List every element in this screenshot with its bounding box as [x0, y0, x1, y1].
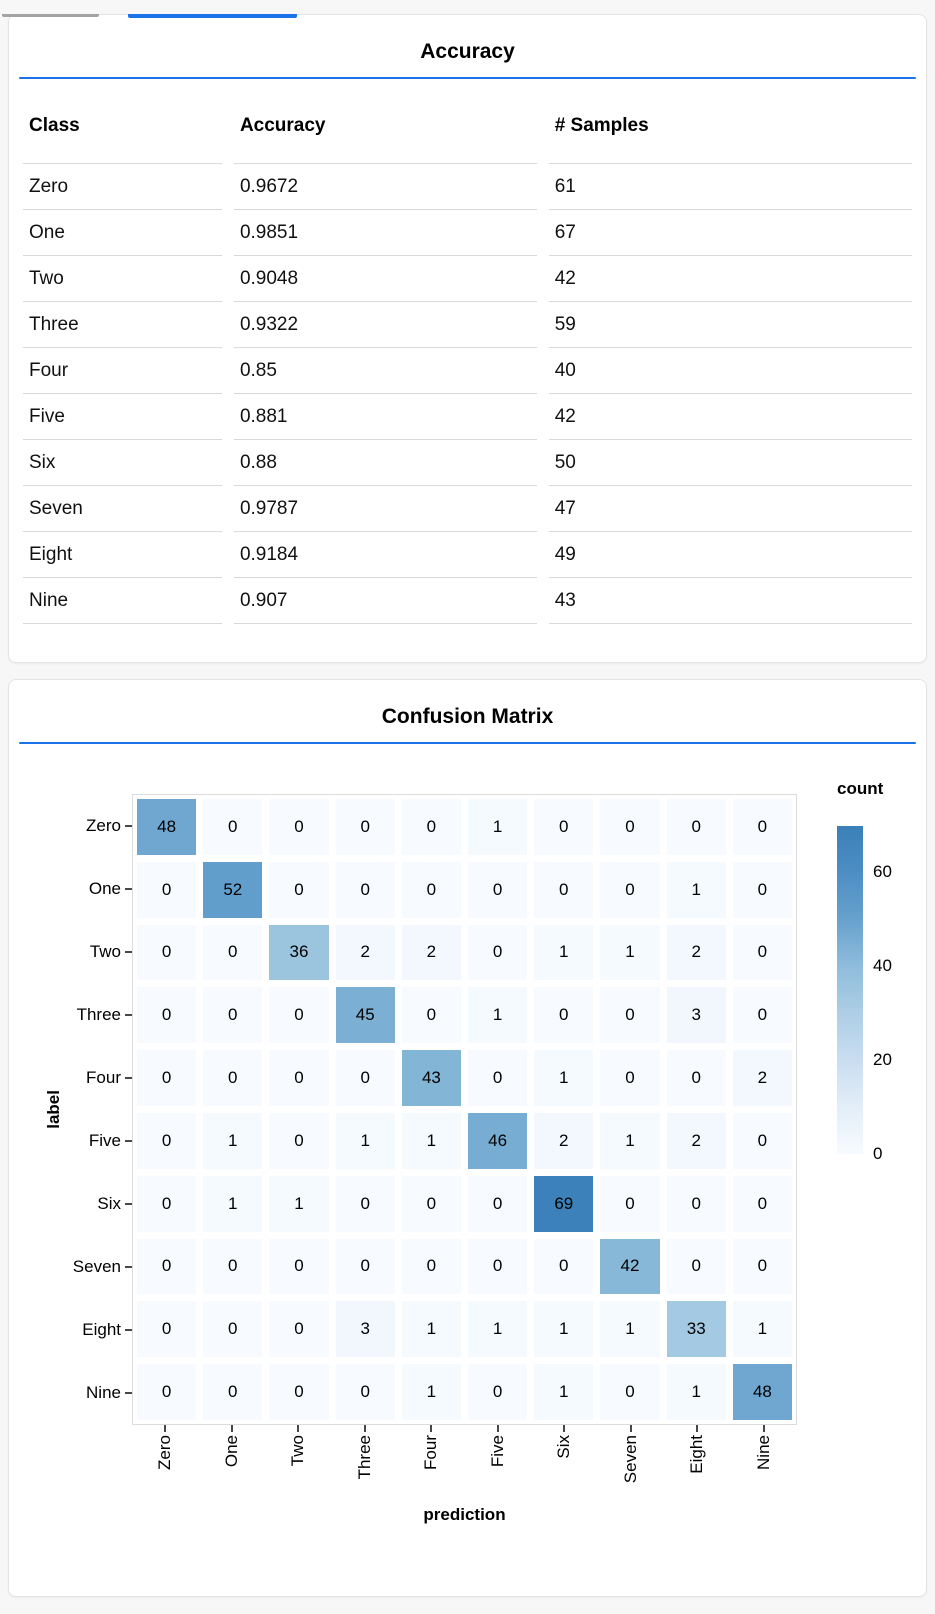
matrix-cell[interactable]: 0: [336, 862, 395, 918]
matrix-cell[interactable]: 0: [402, 987, 461, 1043]
matrix-cell[interactable]: 0: [600, 987, 659, 1043]
table-cell: 0.9851: [234, 209, 537, 255]
table-cell: 0.881: [234, 393, 537, 439]
y-axis-tick: [125, 1329, 132, 1331]
matrix-cell[interactable]: 0: [137, 862, 196, 918]
y-axis-tick-label: Nine: [64, 1362, 132, 1425]
table-row: [23, 163, 912, 209]
matrix-cell[interactable]: 0: [534, 799, 593, 855]
matrix-cell[interactable]: 0: [269, 1113, 328, 1169]
top-tab-indicator-blue[interactable]: [128, 14, 297, 18]
matrix-cell[interactable]: 1: [336, 1113, 395, 1169]
x-axis-ticks: [132, 1425, 797, 1433]
matrix-cell[interactable]: 2: [667, 1113, 726, 1169]
matrix-cell[interactable]: 0: [600, 799, 659, 855]
matrix-cell[interactable]: 0: [667, 799, 726, 855]
matrix-cell[interactable]: 1: [269, 1176, 328, 1232]
matrix-cell[interactable]: 46: [468, 1113, 527, 1169]
matrix-cell[interactable]: 48: [733, 1364, 792, 1420]
matrix-cell[interactable]: 0: [269, 1364, 328, 1420]
matrix-cell[interactable]: 0: [203, 1301, 262, 1357]
table-cell: Five: [23, 393, 222, 439]
table-cell: Zero: [23, 163, 222, 209]
x-axis-tick-label: Nine: [753, 1435, 773, 1470]
matrix-cell[interactable]: 3: [667, 987, 726, 1043]
matrix-cell[interactable]: 3: [336, 1301, 395, 1357]
matrix-cell[interactable]: 0: [203, 1364, 262, 1420]
x-axis-tick-label: Two: [288, 1435, 308, 1467]
table-row: [23, 347, 912, 393]
matrix-cell[interactable]: 36: [269, 925, 328, 981]
matrix-cell[interactable]: 1: [468, 799, 527, 855]
x-axis-tick: [430, 1425, 432, 1432]
matrix-cell[interactable]: 0: [667, 1050, 726, 1106]
matrix-cell[interactable]: 2: [534, 1113, 593, 1169]
y-axis-tick: [125, 1266, 132, 1268]
matrix-cell[interactable]: 0: [468, 1364, 527, 1420]
matrix-cell[interactable]: 0: [402, 1239, 461, 1295]
matrix-cell[interactable]: 0: [203, 925, 262, 981]
matrix-cell[interactable]: 0: [733, 1239, 792, 1295]
matrix-cell[interactable]: 1: [468, 987, 527, 1043]
table-cell: Four: [23, 347, 222, 393]
table-cell: 50: [549, 439, 912, 485]
matrix-cell[interactable]: 1: [402, 1301, 461, 1357]
matrix-cell[interactable]: 2: [733, 1050, 792, 1106]
plot-area-wrap: [132, 794, 797, 1525]
matrix-cell[interactable]: 0: [269, 1050, 328, 1106]
matrix-cell[interactable]: 0: [733, 1176, 792, 1232]
table-row: [23, 439, 912, 485]
matrix-cell[interactable]: 0: [534, 987, 593, 1043]
matrix-cell[interactable]: 1: [203, 1113, 262, 1169]
table-cell: 59: [549, 301, 912, 347]
legend-tick-label: 0: [873, 1144, 883, 1163]
confusion-card-title: Confusion Matrix: [381, 705, 554, 728]
table-cell: 0.9672: [234, 163, 537, 209]
matrix-cell[interactable]: 0: [600, 862, 659, 918]
matrix-cell[interactable]: 0: [269, 1301, 328, 1357]
confusion-matrix-chart: [9, 779, 926, 1525]
y-axis-tick-label: One: [64, 857, 132, 920]
legend-title: count: [837, 779, 884, 798]
matrix-cell[interactable]: 52: [203, 862, 262, 918]
legend-gradient-bar: [837, 826, 863, 1154]
matrix-cell[interactable]: 0: [733, 925, 792, 981]
x-axis-tick: [630, 1425, 632, 1432]
matrix-cell[interactable]: 0: [137, 1364, 196, 1420]
table-column-header: # Samples: [554, 115, 649, 136]
table-row: [23, 577, 912, 624]
table-cell: 42: [549, 393, 912, 439]
y-axis-tick-label: Eight: [64, 1299, 132, 1362]
x-axis-tick: [763, 1425, 765, 1432]
matrix-cell[interactable]: 0: [269, 1239, 328, 1295]
legend-tick-label: 40: [873, 956, 892, 975]
matrix-cell[interactable]: 0: [667, 1176, 726, 1232]
y-axis-tick: [125, 1014, 132, 1016]
matrix-cell[interactable]: 0: [468, 925, 527, 981]
y-axis-tick-label: Zero: [64, 794, 132, 857]
y-axis-tick: [125, 888, 132, 890]
table-cell: 0.907: [234, 577, 537, 624]
matrix-cell[interactable]: 0: [336, 1176, 395, 1232]
matrix-cell[interactable]: 0: [600, 1364, 659, 1420]
y-axis-tick-label: Four: [64, 1046, 132, 1109]
table-row: [23, 255, 912, 301]
matrix-cell[interactable]: 0: [203, 799, 262, 855]
table-cell: Eight: [23, 531, 222, 577]
accuracy-card: [8, 14, 927, 663]
table-cell: 0.85: [234, 347, 537, 393]
accuracy-title-underline: [19, 77, 916, 79]
matrix-cell[interactable]: 1: [600, 1301, 659, 1357]
table-cell: 61: [549, 163, 912, 209]
accuracy-table: [11, 103, 924, 624]
x-axis-tick: [164, 1425, 166, 1432]
matrix-cell[interactable]: 0: [468, 1050, 527, 1106]
x-axis-tick-label: Six: [554, 1435, 574, 1459]
x-axis-tick: [297, 1425, 299, 1432]
table-cell: 0.9048: [234, 255, 537, 301]
table-column-header: Class: [29, 115, 80, 136]
matrix-cell[interactable]: 1: [402, 1364, 461, 1420]
table-row: [23, 485, 912, 531]
x-axis-tick-label: Zero: [155, 1435, 175, 1470]
table-row: [23, 209, 912, 255]
matrix-cell[interactable]: 0: [468, 1239, 527, 1295]
y-axis-tick: [125, 1140, 132, 1142]
accuracy-table-header: [23, 103, 912, 163]
matrix-cell[interactable]: 0: [137, 1239, 196, 1295]
table-cell: Six: [23, 439, 222, 485]
matrix-cell[interactable]: 2: [402, 925, 461, 981]
matrix-cell[interactable]: 1: [468, 1301, 527, 1357]
matrix-cell[interactable]: 0: [336, 799, 395, 855]
matrix-cell[interactable]: 0: [203, 987, 262, 1043]
matrix-cell[interactable]: 0: [137, 1050, 196, 1106]
table-cell: 47: [549, 485, 912, 531]
legend-tick-label: 20: [873, 1050, 892, 1069]
matrix-cell[interactable]: 0: [402, 1176, 461, 1232]
table-cell: One: [23, 209, 222, 255]
matrix-cell[interactable]: 0: [733, 987, 792, 1043]
table-cell: Two: [23, 255, 222, 301]
y-axis-title: label: [43, 1090, 63, 1129]
matrix-cell[interactable]: 33: [667, 1301, 726, 1357]
matrix-cell[interactable]: 0: [137, 987, 196, 1043]
x-axis-tick-label: Five: [487, 1435, 507, 1468]
x-axis-tick-label: One: [221, 1435, 241, 1468]
matrix-cell[interactable]: 1: [534, 1050, 593, 1106]
matrix-cell[interactable]: 0: [137, 925, 196, 981]
table-cell: 42: [549, 255, 912, 301]
x-axis-tick-label: Three: [354, 1435, 374, 1480]
matrix-cell[interactable]: 0: [733, 862, 792, 918]
matrix-cell[interactable]: 0: [203, 1239, 262, 1295]
legend-tick-label: 60: [873, 862, 892, 881]
y-axis-tick: [125, 1077, 132, 1079]
table-row: [23, 301, 912, 347]
table-cell: Seven: [23, 485, 222, 531]
matrix-cell[interactable]: 1: [203, 1176, 262, 1232]
table-row: [23, 393, 912, 439]
legend: [837, 778, 926, 1163]
y-axis-tick: [125, 1392, 132, 1394]
matrix-cell[interactable]: 45: [336, 987, 395, 1043]
matrix-cell[interactable]: 0: [600, 1050, 659, 1106]
matrix-cell[interactable]: 2: [667, 925, 726, 981]
x-axis-title: prediction: [423, 1505, 506, 1524]
matrix-cell[interactable]: 0: [137, 1113, 196, 1169]
matrix-cell[interactable]: 0: [137, 1176, 196, 1232]
x-axis-tick-label: Four: [421, 1435, 441, 1470]
top-tab-indicator-gray[interactable]: [2, 14, 99, 17]
matrix-cell[interactable]: 0: [269, 799, 328, 855]
table-cell: 0.88: [234, 439, 537, 485]
y-axis-title-wrap: [43, 794, 64, 1425]
matrix-cell[interactable]: 69: [534, 1176, 593, 1232]
y-axis-tick-label: Seven: [64, 1236, 132, 1299]
matrix-cell[interactable]: 1: [733, 1301, 792, 1357]
matrix-cell[interactable]: 42: [600, 1239, 659, 1295]
x-axis-tick: [364, 1425, 366, 1432]
table-cell: Three: [23, 301, 222, 347]
matrix-cell[interactable]: 0: [733, 1113, 792, 1169]
matrix-cell[interactable]: 1: [534, 1364, 593, 1420]
table-cell: 0.9322: [234, 301, 537, 347]
matrix-cell[interactable]: 48: [137, 799, 196, 855]
matrix-cell[interactable]: 0: [137, 1301, 196, 1357]
matrix-cell[interactable]: 0: [534, 862, 593, 918]
table-cell: 40: [549, 347, 912, 393]
page: [0, 14, 935, 1614]
x-axis-tick: [497, 1425, 499, 1432]
matrix-cell[interactable]: 1: [667, 862, 726, 918]
x-axis-tick-label: Seven: [620, 1435, 640, 1484]
matrix-cell[interactable]: 2: [336, 925, 395, 981]
table-cell: 43: [549, 577, 912, 624]
table-row: [23, 531, 912, 577]
matrix-cell[interactable]: 0: [468, 1176, 527, 1232]
matrix-cell[interactable]: 1: [667, 1364, 726, 1420]
y-axis-tick: [125, 1203, 132, 1205]
matrix-cell[interactable]: 0: [269, 987, 328, 1043]
matrix-cell[interactable]: 0: [336, 1239, 395, 1295]
table-cell: 49: [549, 531, 912, 577]
matrix-cell[interactable]: 0: [336, 1364, 395, 1420]
x-axis-labels: [132, 1435, 797, 1493]
matrix-cell[interactable]: 0: [667, 1239, 726, 1295]
y-axis-tick-label: Six: [64, 1173, 132, 1236]
matrix-cell[interactable]: 0: [402, 862, 461, 918]
matrix-cell[interactable]: 0: [269, 862, 328, 918]
y-axis-tick-label: Five: [64, 1109, 132, 1172]
table-cell: 0.9184: [234, 531, 537, 577]
confusion-title-underline: [19, 742, 916, 744]
x-axis-tick-label: Eight: [687, 1435, 707, 1474]
legend-bar-row: [837, 826, 926, 1163]
y-axis-tick: [125, 951, 132, 953]
matrix-cell[interactable]: 1: [600, 925, 659, 981]
table-cell: Nine: [23, 577, 222, 624]
matrix-cell[interactable]: 0: [203, 1050, 262, 1106]
matrix-cell[interactable]: 0: [336, 1050, 395, 1106]
matrix-cell[interactable]: 0: [402, 799, 461, 855]
y-axis-tick-label: Two: [64, 920, 132, 983]
table-cell: 67: [549, 209, 912, 255]
heatmap-grid: [132, 794, 797, 1425]
x-axis-tick: [696, 1425, 698, 1432]
x-axis-tick: [563, 1425, 565, 1432]
y-axis-tick: [125, 825, 132, 827]
y-axis-labels: [64, 794, 132, 1425]
matrix-cell[interactable]: 0: [733, 799, 792, 855]
matrix-cell[interactable]: 1: [534, 925, 593, 981]
matrix-cell[interactable]: 1: [402, 1113, 461, 1169]
table-cell: 0.9787: [234, 485, 537, 531]
matrix-cell[interactable]: 43: [402, 1050, 461, 1106]
table-column-header: Accuracy: [239, 115, 326, 136]
matrix-cell[interactable]: 0: [534, 1239, 593, 1295]
x-axis-tick: [231, 1425, 233, 1432]
matrix-cell[interactable]: 1: [600, 1113, 659, 1169]
matrix-cell[interactable]: 1: [534, 1301, 593, 1357]
matrix-cell[interactable]: 0: [468, 862, 527, 918]
matrix-cell[interactable]: 0: [600, 1176, 659, 1232]
accuracy-card-title: Accuracy: [420, 40, 515, 63]
y-axis-tick-label: Three: [64, 983, 132, 1046]
confusion-matrix-card: [8, 679, 927, 1597]
